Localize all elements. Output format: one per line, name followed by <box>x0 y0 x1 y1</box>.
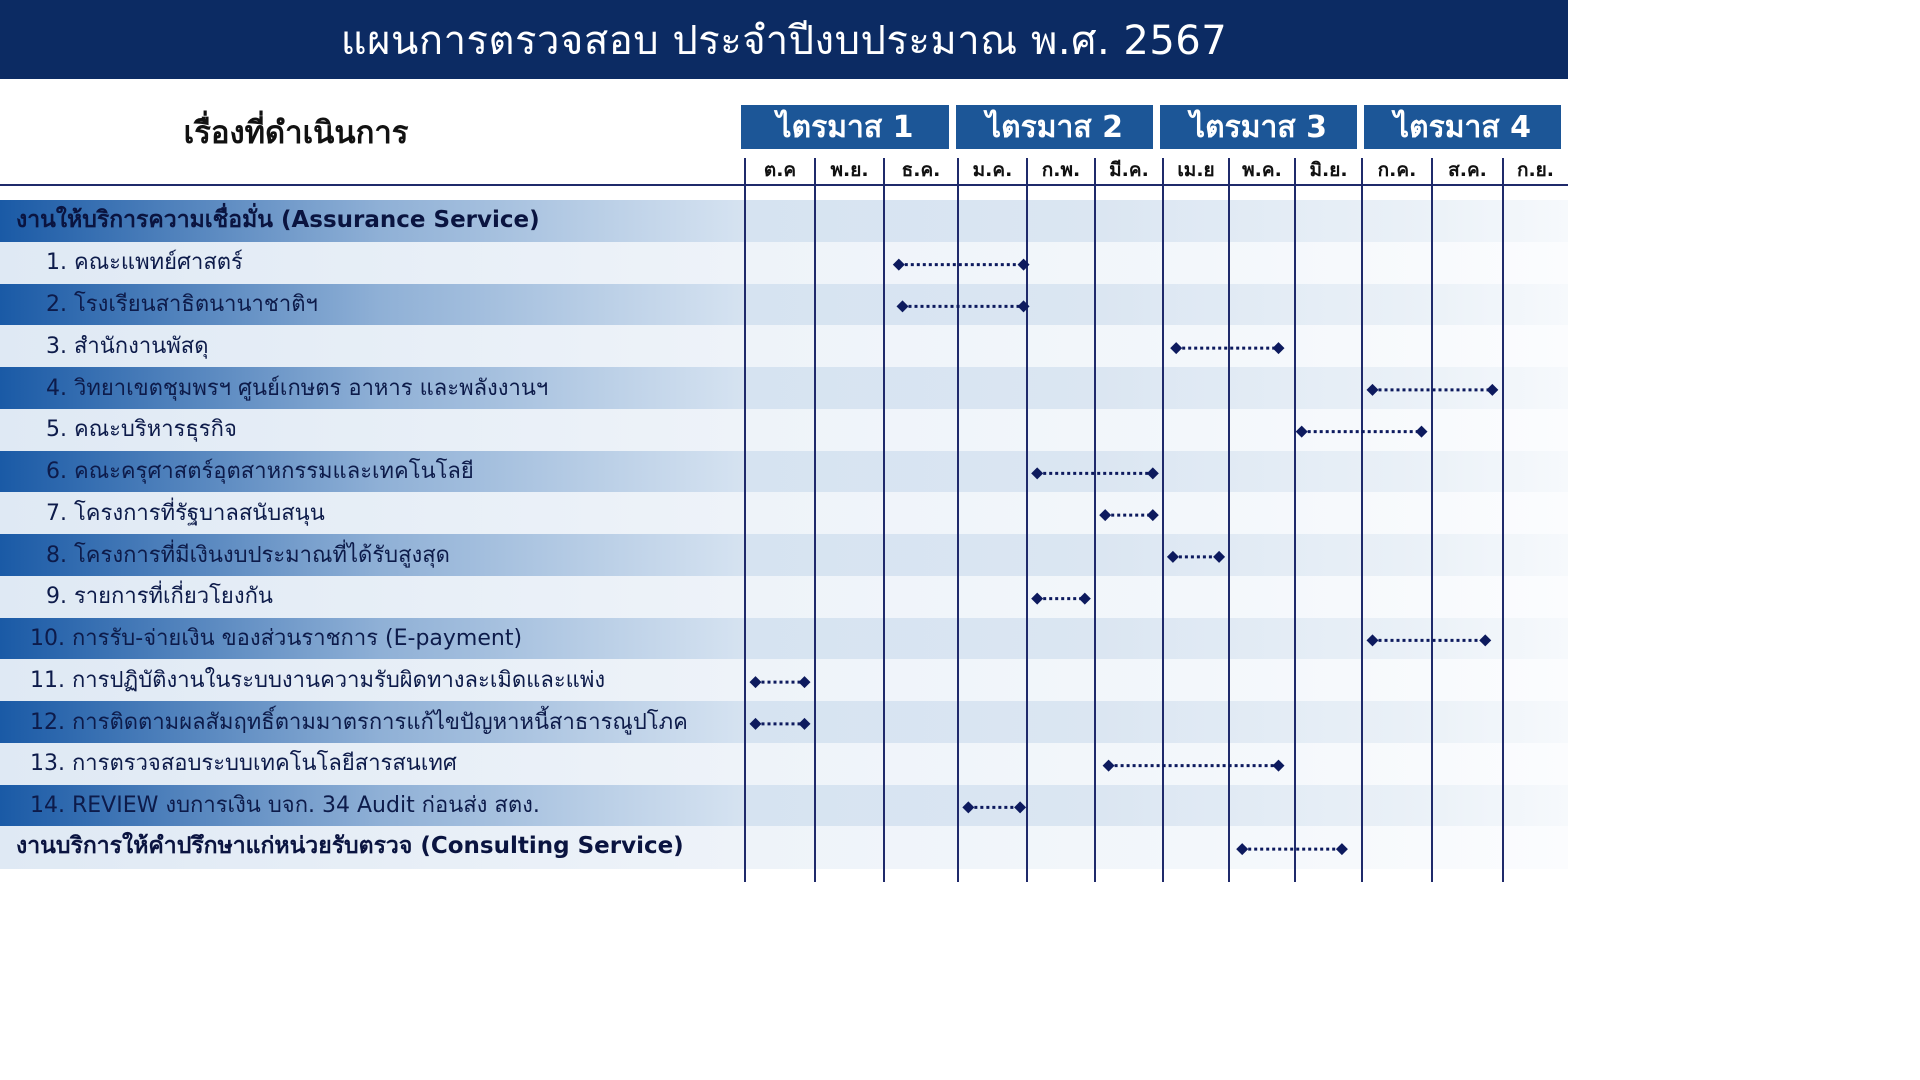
schedule-bar <box>1296 426 1428 438</box>
milestone-diamond <box>1099 509 1111 521</box>
milestone-diamond <box>1147 467 1159 479</box>
month-label: เม.ย <box>1177 159 1215 181</box>
milestone-diamond <box>750 718 762 730</box>
schedule-bar <box>750 718 811 730</box>
milestone-diamond <box>1367 634 1379 646</box>
schedule-bar <box>1236 843 1348 855</box>
quarter-2-header: ไตรมาส 2 <box>956 105 1153 149</box>
month-label: ส.ค. <box>1448 159 1487 181</box>
task-label: 5. คณะบริหารธุรกิจ <box>46 417 237 443</box>
milestone-diamond <box>1031 593 1043 605</box>
schedule-bar <box>1031 593 1091 605</box>
milestone-diamond <box>799 676 811 688</box>
milestone-diamond <box>1079 593 1091 605</box>
task-label: 4. วิทยาเขตชุมพรฯ ศูนย์เกษตร อาหาร และพลังงานฯ <box>46 375 549 401</box>
task-label: 13. การตรวจสอบระบบเทคโนโลยีสารสนเทศ <box>30 751 457 777</box>
month-label: พ.ย. <box>830 159 869 181</box>
month-label: มี.ค. <box>1109 159 1149 181</box>
milestone-diamond <box>1147 509 1159 521</box>
schedule-bar <box>897 300 1030 312</box>
quarter-4-header: ไตรมาส 4 <box>1364 105 1561 149</box>
milestone-diamond <box>1236 843 1248 855</box>
milestone-diamond <box>1486 384 1498 396</box>
milestone-diamond <box>1296 426 1308 438</box>
month-label: ก.ค. <box>1377 159 1417 181</box>
section-header: งานให้บริการความเชื่อมั่น (Assurance Service) <box>16 207 540 233</box>
task-label: 9. รายการที่เกี่ยวโยงกัน <box>46 584 273 610</box>
schedule-bar <box>962 801 1026 813</box>
milestone-diamond <box>1167 551 1179 563</box>
quarter-3-header: ไตรมาส 3 <box>1160 105 1357 149</box>
milestone-diamond <box>1367 384 1379 396</box>
month-label: ม.ค. <box>972 159 1013 181</box>
schedule-bar <box>1167 551 1225 563</box>
milestone-diamond <box>1479 634 1491 646</box>
schedule-bar <box>1103 760 1285 772</box>
month-label: พ.ค. <box>1242 159 1282 181</box>
task-label: 14. REVIEW งบการเงิน บจก. 34 Audit ก่อนส่ง สตง. <box>30 793 540 818</box>
milestone-diamond <box>1103 760 1115 772</box>
milestone-diamond <box>750 676 762 688</box>
milestone-diamond <box>1018 300 1030 312</box>
month-label: ต.ค <box>763 159 797 181</box>
milestone-diamond <box>1336 843 1348 855</box>
section-header: งานบริการให้คำปรึกษาแก่หน่วยรับตรวจ (Consulting Service) <box>16 833 684 860</box>
milestone-diamond <box>962 801 974 813</box>
schedule-bar <box>893 259 1030 271</box>
schedule-bar <box>1031 467 1159 479</box>
task-label: 1. คณะแพทย์ศาสตร์ <box>46 250 243 276</box>
schedule-bar <box>1367 384 1499 396</box>
task-label: 8. โครงการที่มีเงินงบประมาณที่ได้รับสูงสุด <box>46 542 450 568</box>
month-label: มิ.ย. <box>1309 159 1348 181</box>
milestone-diamond <box>1416 426 1428 438</box>
milestone-diamond <box>1014 801 1026 813</box>
milestone-diamond <box>893 259 905 271</box>
schedule-bar <box>1367 634 1492 646</box>
milestone-diamond <box>1273 342 1285 354</box>
task-label: 6. คณะครุศาสตร์อุตสาหกรรมและเทคโนโลยี <box>46 459 474 484</box>
milestone-diamond <box>1031 467 1043 479</box>
milestone-diamond <box>897 300 909 312</box>
month-label: ก.พ. <box>1041 159 1081 181</box>
milestone-diamond <box>1170 342 1182 354</box>
quarter-1-header: ไตรมาส 1 <box>741 105 949 149</box>
month-label: ก.ย. <box>1516 159 1555 181</box>
milestone-diamond <box>1018 259 1030 271</box>
task-label: 7. โครงการที่รัฐบาลสนับสนุน <box>46 500 325 526</box>
task-label: 3. สำนักงานพัสดุ <box>46 333 209 359</box>
column-header: เรื่องที่ดำเนินการ <box>183 115 409 151</box>
task-label: 11. การปฏิบัติงานในระบบงานความรับผิดทางละเมิดและแพ่ง <box>30 667 606 693</box>
milestone-diamond <box>1273 760 1285 772</box>
schedule-bar <box>1099 509 1159 521</box>
milestone-diamond <box>799 718 811 730</box>
month-label: ธ.ค. <box>901 159 941 181</box>
task-label: 12. การติดตามผลสัมฤทธิ์ตามมาตรการแก้ไขปัญหาหนี้สาธารณูปโภค <box>30 709 688 735</box>
task-label: 2. โรงเรียนสาธิตนานาชาติฯ <box>46 292 318 317</box>
page-title: แผนการตรวจสอบ ประจำปีงบประมาณ พ.ศ. 2567 <box>340 17 1228 64</box>
schedule-bar <box>1170 342 1284 354</box>
schedule-bar <box>750 676 811 688</box>
task-label: 10. การรับ-จ่ายเงิน ของส่วนราชการ (E-payment) <box>30 626 523 651</box>
milestone-diamond <box>1213 551 1225 563</box>
